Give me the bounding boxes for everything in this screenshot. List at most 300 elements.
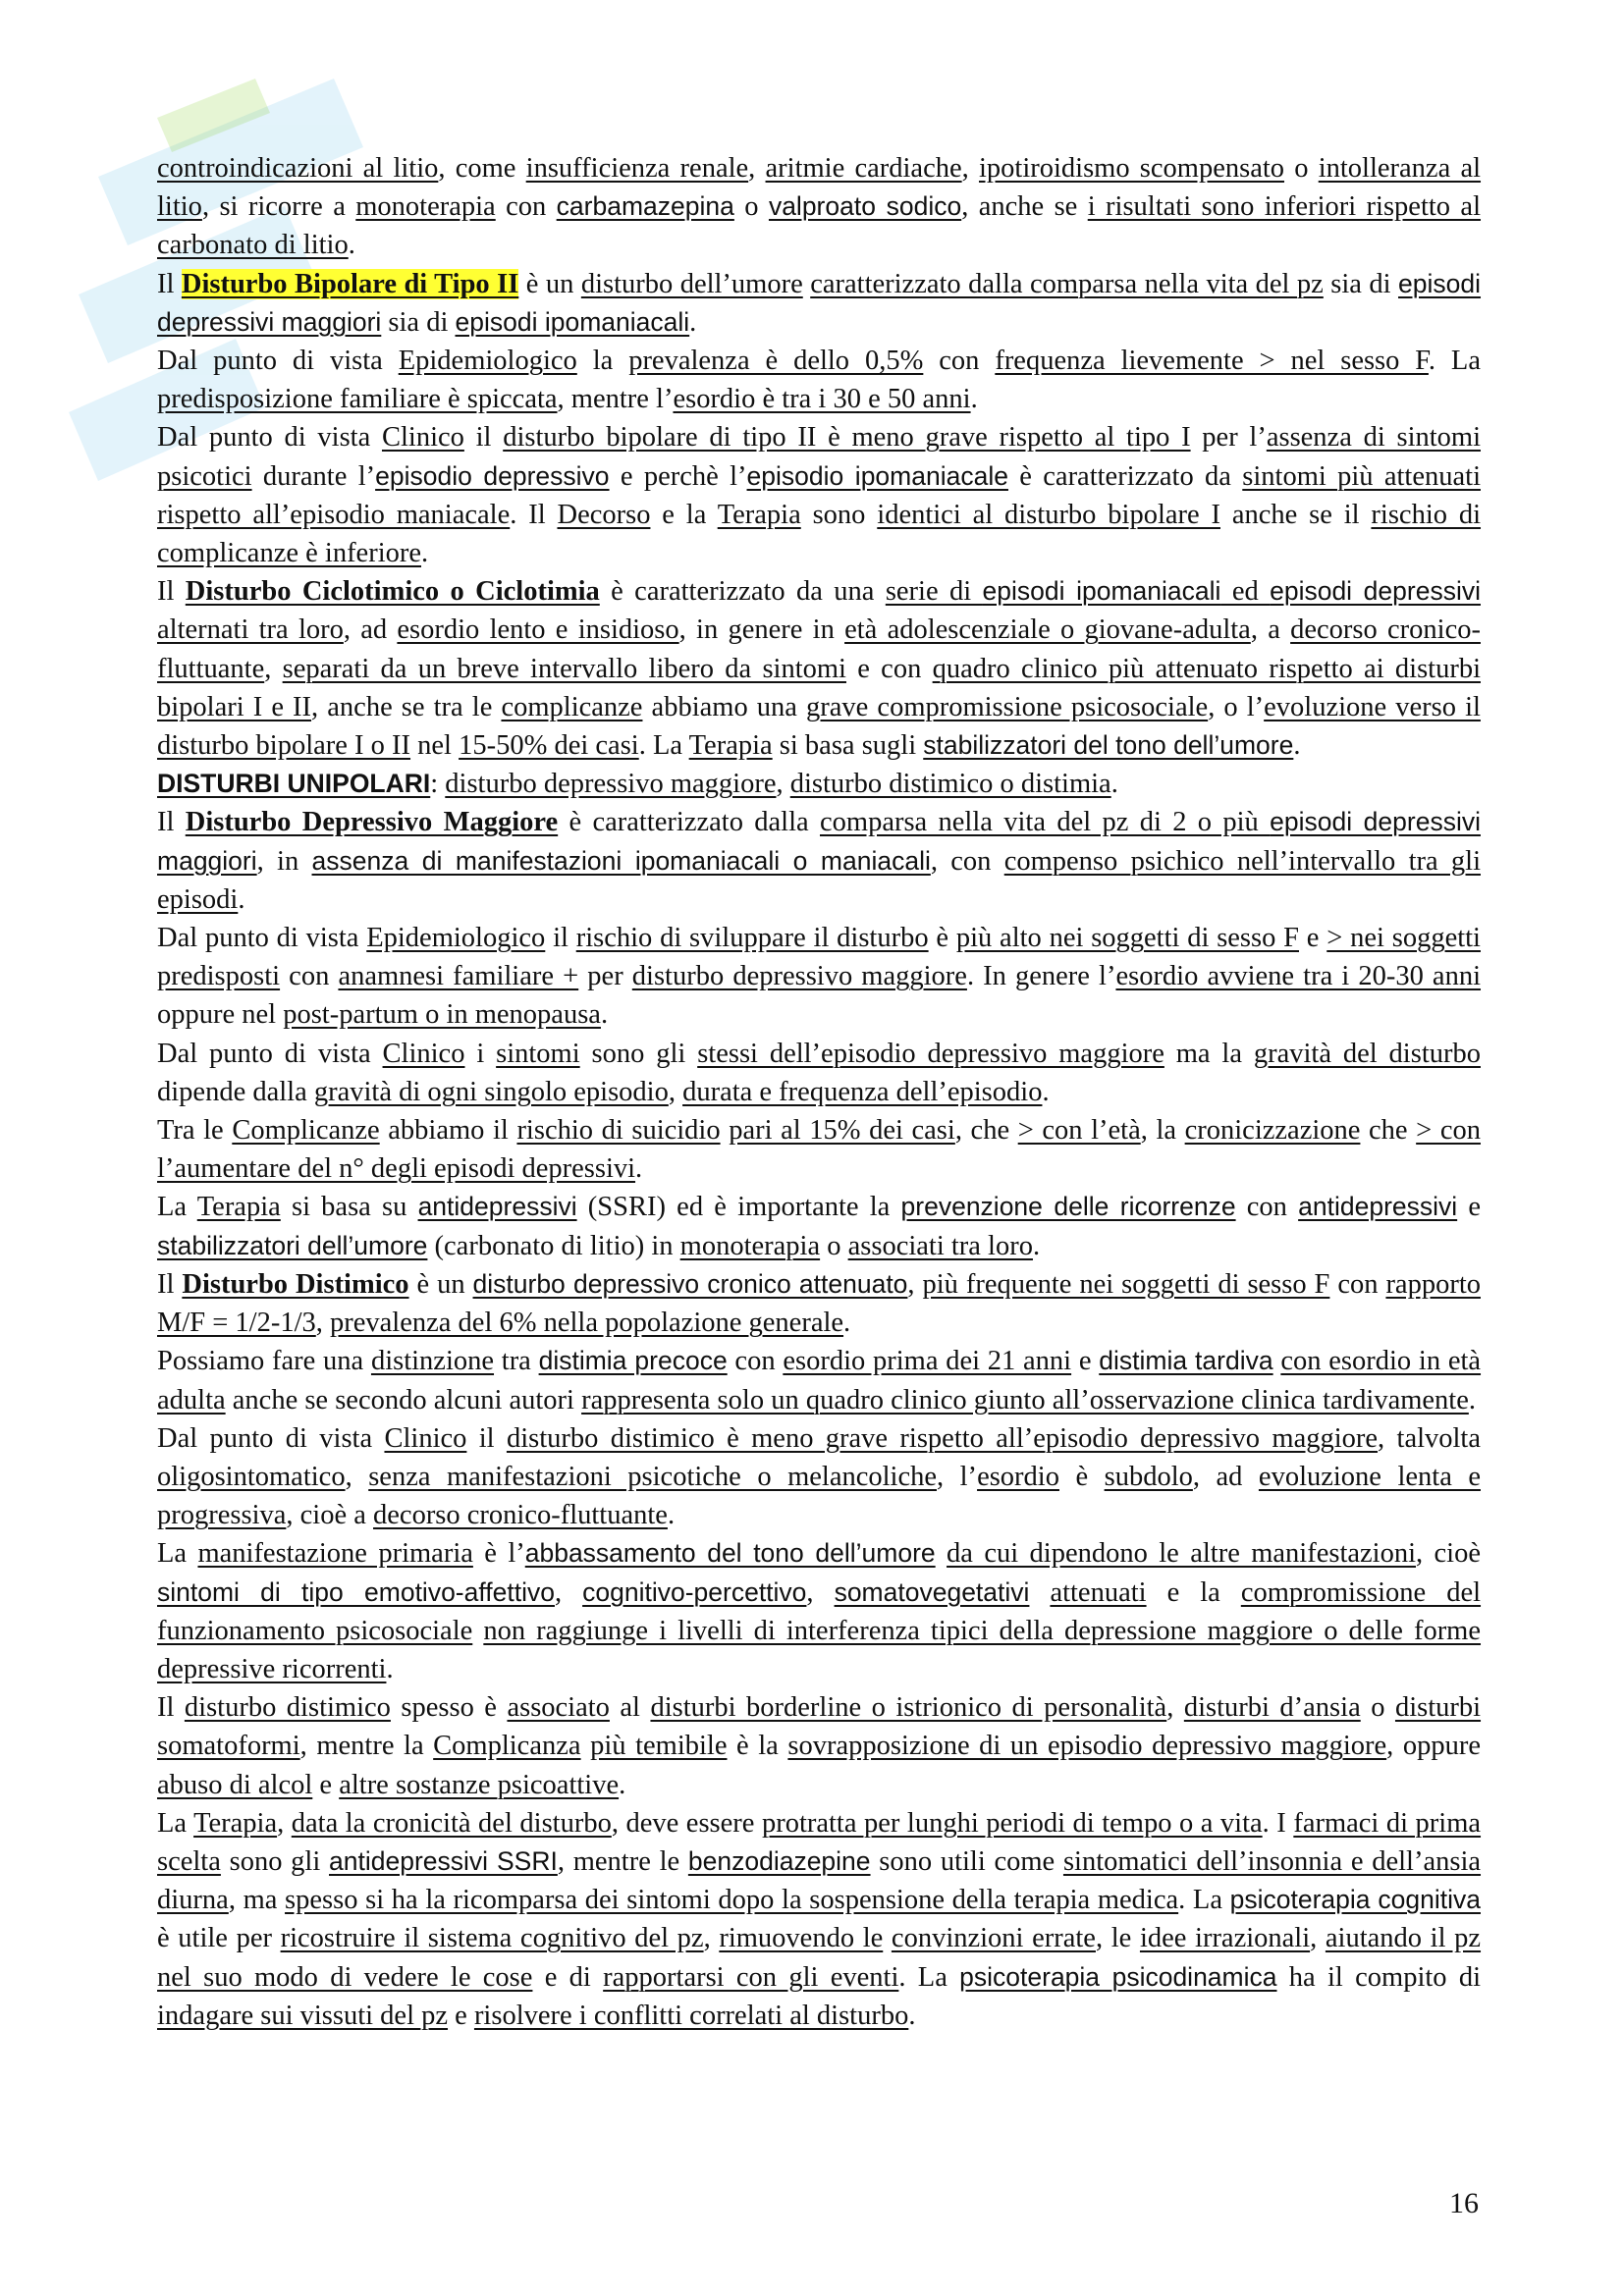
text-run: è un (518, 268, 581, 299)
underlined-phrase: psicoterapia cognitiva (1229, 1885, 1481, 1915)
underlined-phrase: Complicanze (232, 1115, 380, 1147)
underlined-phrase: ipotiroidismo scompensato (978, 153, 1285, 184)
text-run: , si ricorre a (201, 191, 356, 223)
text-run: è (1058, 1461, 1105, 1492)
text-run: , (776, 769, 790, 800)
text-run: e di (532, 1961, 604, 1993)
heading-term: Disturbo Distimico (182, 1268, 409, 1300)
underlined-phrase: età adolescenziale o giovane-adulta (844, 614, 1251, 646)
underlined-phrase: distinzione (370, 1346, 495, 1377)
text-run: Il (157, 1692, 185, 1724)
underlined-phrase: benzodiazepine (687, 1845, 871, 1876)
heading-term: Disturbo Bipolare di Tipo II (181, 268, 519, 299)
underlined-phrase: Epidemiologico (366, 923, 546, 954)
text-run: , la (1140, 1115, 1185, 1147)
text-run: o (733, 191, 769, 223)
text-run: , deve essere (611, 1807, 762, 1839)
text-run: o (820, 1230, 848, 1261)
text-run: . (635, 1153, 643, 1185)
underlined-phrase: episodi ipomaniacali (982, 576, 1221, 607)
text-run: , (806, 1576, 835, 1608)
underlined-phrase: sintomi di tipo emotivo-affettivo (157, 1576, 555, 1607)
text-run: , ad (343, 614, 398, 646)
text-run: e la (650, 499, 718, 530)
text-run (721, 1115, 730, 1146)
underlined-phrase: convinzioni errate (891, 1923, 1096, 1954)
text-run: si basa sugli (772, 730, 924, 762)
text-run: . I (1262, 1807, 1294, 1839)
paragraph (157, 1035, 1481, 1111)
text-run: e con (845, 653, 933, 684)
text-run: la (576, 346, 629, 377)
text-run: , (907, 1268, 923, 1300)
underlined-phrase: Clinico (382, 1038, 465, 1069)
underlined-phrase: durata e frequenza dell’episodio (682, 1076, 1043, 1107)
underlined-phrase: controindicazioni al litio (157, 153, 439, 184)
text-run: ma la (1164, 1038, 1254, 1069)
text-run: il (463, 422, 504, 454)
underlined-phrase: sovrapposizione di un episodio depressivo maggiore (787, 1731, 1387, 1762)
underlined-phrase: aritmie cardiache (765, 153, 962, 184)
underlined-phrase: farmaci di prima scelta (157, 1807, 1482, 1877)
paragraph (157, 1111, 1481, 1188)
text-run: , (345, 1461, 369, 1492)
text-run: Dal punto di vista (157, 1422, 385, 1454)
underlined-phrase: Terapia (193, 1807, 278, 1839)
text-run: Dal punto di vista (157, 346, 399, 377)
page-number: 16 (1449, 2187, 1479, 2219)
paragraph (157, 572, 1481, 765)
underlined-phrase: assenza di sintomi psicotici (157, 422, 1481, 492)
paragraph (157, 1688, 1481, 1804)
text-run: , mentre l’ (557, 384, 674, 415)
text-run: . (1110, 769, 1118, 800)
underlined-phrase: oligosintomatico (157, 1461, 346, 1492)
underlined-phrase: rischio di sviluppare il disturbo (575, 923, 929, 954)
text-run: Il (157, 576, 186, 608)
text-run: abbiamo una (642, 691, 807, 722)
text-run: , (277, 1807, 292, 1839)
underlined-phrase: rappresenta solo un quadro clinico giunto all’osservazione clinica tardivamente (581, 1384, 1469, 1415)
underlined-phrase: Decorso (557, 499, 651, 530)
underlined-phrase: esordio lento e insidioso (397, 614, 679, 646)
text-run: sia di (381, 306, 456, 338)
underlined-phrase: monoterapia (355, 191, 496, 223)
underlined-phrase: > nei soggetti predisposti (157, 923, 1481, 992)
text-run: Tra le (157, 1115, 233, 1147)
text-run: (carbonato di litio) in (427, 1230, 680, 1261)
underlined-phrase: distimia tardiva (1099, 1346, 1273, 1376)
text-run: e la (1146, 1576, 1241, 1608)
text-run: nel (410, 730, 460, 762)
underlined-phrase: Epidemiologico (398, 346, 577, 377)
text-run: tra (494, 1346, 539, 1377)
underlined-phrase: altre sostanze psicoattive (339, 1769, 620, 1800)
underlined-phrase: complicanze (501, 691, 643, 722)
underlined-phrase: ed (1220, 576, 1271, 608)
text-run: , cioè (1416, 1538, 1481, 1570)
underlined-phrase: associati tra loro (847, 1230, 1033, 1261)
text-run: , ad (1192, 1461, 1259, 1492)
text-run: , cioè a (286, 1500, 374, 1531)
text-run: è un (408, 1268, 473, 1300)
underlined-phrase: sintomatici dell’insonnia e dell’ansia diurna (157, 1845, 1482, 1916)
underlined-phrase: cognitivo-percettivo (582, 1576, 807, 1607)
text-run: con (1235, 1192, 1299, 1223)
text-run: , ma (228, 1885, 286, 1916)
text-run: Dal punto di vista (157, 923, 367, 954)
underlined-phrase: esordio avviene tra i 20-30 anni (1115, 961, 1482, 992)
underlined-phrase: somatovegetativi (834, 1576, 1030, 1607)
text-run: , anche se (961, 191, 1088, 223)
underlined-phrase: assenza di manifestazioni ipomaniacali o maniacali (311, 845, 931, 876)
underlined-phrase: antidepressivi SSRI (329, 1845, 558, 1876)
underlined-phrase: separati da un breve intervallo libero da sintomi (282, 653, 846, 684)
underlined-phrase: gravità di ogni singolo episodio (313, 1076, 669, 1107)
text-run: , (703, 1923, 720, 1954)
text-run: e (312, 1769, 340, 1800)
text-run: spesso è (390, 1692, 508, 1724)
underlined-phrase: non raggiunge i livelli di interferenza tipici della depressione maggiore o delle forme depressive ricorrenti (157, 1615, 1482, 1684)
underlined-phrase: frequenza lievemente > nel sesso F (995, 346, 1429, 377)
underlined-phrase: prevenzione delle ricorrenze (900, 1192, 1236, 1222)
paragraph (157, 149, 1481, 265)
text-run: . (667, 1500, 676, 1531)
underlined-phrase: disturbo depressivo maggiore (445, 769, 777, 800)
text-run: durante l’ (251, 460, 376, 492)
underlined-phrase: anamnesi familiare + (338, 961, 579, 992)
underlined-phrase: senza manifestazioni psicotiche o melancoliche (368, 1461, 938, 1492)
text-run: è (928, 923, 956, 954)
underlined-phrase: quadro clinico più attenuato rispetto ai disturbi bipolari I e II (157, 653, 1481, 722)
underlined-phrase: disturbo distimico o distimia (789, 769, 1111, 800)
underlined-phrase: subdolo (1104, 1461, 1193, 1492)
underlined-phrase: associato (507, 1692, 610, 1724)
underlined-phrase: esordio (977, 1461, 1059, 1492)
underlined-phrase: sintomi (496, 1038, 580, 1069)
text-run: , in genere in (678, 614, 845, 646)
underlined-phrase: caratterizzato dalla comparsa nella vita del pz (810, 268, 1324, 299)
text-run: sia di (1323, 268, 1399, 299)
text-run: ha il compito di (1276, 1961, 1481, 1993)
text-run: , (264, 653, 283, 684)
text-run: sono utili come (870, 1845, 1063, 1877)
underlined-phrase: > con l’età (1017, 1115, 1141, 1147)
underlined-phrase: rimuovendo le (719, 1923, 884, 1954)
text-run: e (1071, 1346, 1100, 1377)
text-run: . (348, 230, 355, 261)
paragraph (157, 342, 1481, 418)
underlined-phrase: antidepressivi (1298, 1192, 1458, 1222)
text-run: con (923, 346, 996, 377)
text-run: . La (1178, 1885, 1230, 1916)
underlined-phrase: più alto nei soggetti di sesso F (955, 923, 1300, 954)
underlined-phrase: risolvere i conflitti correlati al disturbo (473, 2000, 909, 2031)
underlined-phrase: esordio prima dei 21 anni (783, 1346, 1072, 1377)
text-run: Dal punto di vista (157, 422, 382, 454)
underlined-phrase: spesso si ha la ricomparsa dei sintomi dopo la sospensione della terapia medica (285, 1885, 1179, 1916)
underlined-phrase: data la cronicità del disturbo (291, 1807, 612, 1839)
text-run (883, 1923, 892, 1953)
text-run: e (1457, 1192, 1482, 1223)
underlined-phrase: episodi depressivi maggiori (157, 807, 1481, 876)
text-run: Il (157, 268, 182, 299)
text-run: La (157, 1192, 197, 1223)
underlined-phrase: valproato sodico (768, 191, 962, 222)
underlined-phrase: evoluzione lenta e progressiva (157, 1461, 1481, 1531)
text-run: . La (638, 730, 689, 762)
text-run (581, 1731, 591, 1761)
text-run: . (238, 883, 245, 915)
text-run: . (421, 538, 429, 569)
underlined-phrase: stabilizzatori del tono dell’umore (923, 730, 1294, 761)
text-run: con (1329, 1268, 1386, 1300)
underlined-phrase: disturbi borderline o istrionico di personalità (650, 1692, 1167, 1724)
underlined-phrase: disturbi d’ansia (1183, 1692, 1361, 1724)
text-run: e perchè l’ (609, 460, 747, 492)
text-run: con (280, 961, 339, 992)
underlined-phrase: post-partum o in menopausa (283, 999, 601, 1031)
underlined-phrase: Clinico (381, 422, 464, 454)
text-run: . (1293, 730, 1301, 762)
underlined-phrase: disturbi somatoformi (157, 1692, 1482, 1762)
underlined-phrase: comparsa nella vita del pz di 2 o più (820, 807, 1271, 838)
underlined-phrase: Clinico (384, 1422, 467, 1454)
underlined-phrase: ricostruire il sistema cognitivo del pz (280, 1923, 704, 1954)
text-run: (SSRI) ed è importante la (576, 1192, 901, 1223)
underlined-phrase: disturbo distimico (184, 1692, 391, 1724)
underlined-phrase: antidepressivi (417, 1192, 577, 1222)
text-run: si basa su (280, 1192, 418, 1223)
underlined-phrase: psicoterapia psicodinamica (959, 1961, 1277, 1992)
text-run: . (386, 1653, 394, 1684)
text-run: Dal punto di vista (157, 1038, 383, 1069)
text-run: , con (930, 845, 1004, 877)
text-run: sono (800, 499, 878, 530)
underlined-phrase: sintomi più attenuati rispetto all’episodio maniacale (157, 460, 1481, 530)
underlined-phrase: rischio di suicidio (516, 1115, 721, 1147)
underlined-phrase: intolleranza al litio (157, 153, 1482, 223)
text-run: , oppure (1386, 1731, 1481, 1762)
text-run: il (466, 1422, 507, 1454)
underlined-phrase: più frequente nei soggetti di sesso F (922, 1268, 1330, 1300)
text-run: è caratterizzato da una (599, 576, 886, 608)
text-run: La (157, 1538, 198, 1570)
text-run: il (545, 923, 576, 954)
text-run: : (430, 769, 446, 800)
underlined-phrase: aiutando il pz nel suo modo di vedere le cose (157, 1923, 1482, 1993)
underlined-phrase: evoluzione verso il disturbo bipolare I o II (157, 691, 1481, 762)
text-run: sono gli (220, 1845, 330, 1877)
underlined-phrase: abuso di alcol (157, 1769, 313, 1800)
text-run: che (1360, 1115, 1417, 1147)
paragraph (157, 919, 1481, 1035)
text-run: oppure nel (157, 999, 284, 1031)
underlined-phrase: indagare sui vissuti del pz (157, 2000, 449, 2031)
underlined-phrase: disturbo dell’umore (580, 268, 803, 299)
underlined-phrase: > con l’aumentare del n° degli episodi depressivi (157, 1115, 1481, 1185)
underlined-phrase: disturbo depressivo cronico attenuato (472, 1268, 908, 1299)
underlined-phrase: episodi ipomaniacali (455, 306, 690, 337)
paragraph (157, 803, 1481, 919)
underlined-phrase: monoterapia (679, 1230, 821, 1261)
underlined-phrase: cronicizzazione (1184, 1115, 1361, 1147)
text-run: è la (727, 1731, 788, 1762)
text-run: , che (954, 1115, 1018, 1147)
paragraph (157, 1188, 1481, 1264)
underlined-phrase: episodi depressivi (1270, 576, 1481, 607)
underlined-phrase: episodio depressivo (375, 460, 610, 491)
text-run: Il (157, 1268, 183, 1300)
underlined-phrase: i risultati sono inferiori rispetto al carbonato di litio (157, 191, 1482, 261)
underlined-phrase: insufficienza renale (525, 153, 749, 184)
underlined-phrase: 15-50% dei casi (459, 730, 639, 762)
text-run: , (315, 1308, 331, 1339)
text-run: è utile per (157, 1923, 281, 1954)
paragraph (157, 1419, 1481, 1535)
document-page (157, 149, 1481, 2035)
underlined-phrase: rischio di complicanze è inferiore (157, 499, 1482, 569)
text-run: e (448, 2000, 474, 2031)
underlined-phrase: distimia precoce (538, 1346, 728, 1376)
text-run: per l’ (1190, 422, 1267, 454)
heading-term: Disturbo Depressivo Maggiore (185, 807, 559, 838)
text-run: dipende dalla (157, 1076, 314, 1107)
text-run: . (1468, 1384, 1476, 1415)
text-run: . (908, 2000, 916, 2031)
text-run: . La (1428, 346, 1481, 377)
text-run: , a (1250, 614, 1291, 646)
text-run: anche se secondo alcuni autori (225, 1384, 582, 1415)
underlined-phrase: manifestazione primaria (197, 1538, 473, 1570)
underlined-phrase: disturbo bipolare di tipo II è meno grave rispetto al tipo I (503, 422, 1191, 454)
underlined-phrase: identici al disturbo bipolare I (877, 499, 1220, 530)
text-run: , come (438, 153, 526, 184)
underlined-phrase: da cui dipendono le altre manifestazioni (947, 1538, 1417, 1570)
underlined-phrase: alternati tra loro (157, 614, 344, 646)
text-run: , l’ (937, 1461, 978, 1492)
text-run: o (1284, 153, 1319, 184)
text-run: abbiamo il (379, 1115, 517, 1147)
text-run: con (495, 191, 557, 223)
underlined-phrase: con esordio in età adulta (157, 1346, 1482, 1415)
text-run: , in (256, 845, 312, 877)
text-run: Possiamo fare una (157, 1346, 371, 1377)
underlined-phrase: compenso psichico nell’intervallo tra gli episodi (157, 845, 1481, 915)
text-run (936, 1538, 947, 1569)
underlined-phrase: protratta per lunghi periodi di tempo o a vita (761, 1807, 1263, 1839)
underlined-phrase: Terapia (688, 730, 773, 762)
underlined-phrase: episodi depressivi maggiori (157, 268, 1482, 337)
paragraph (157, 265, 1481, 342)
underlined-phrase: decorso cronico-fluttuante (373, 1500, 668, 1531)
text-run: . (689, 306, 697, 338)
text-run: . Il (510, 499, 558, 530)
text-run: . La (898, 1961, 960, 1993)
text-run: anche se il (1220, 499, 1372, 530)
underlined-phrase: serie di (885, 576, 983, 608)
text-run: è caratterizzato da (1007, 460, 1243, 492)
text-run: , talvolta (1378, 1422, 1481, 1454)
underlined-phrase: gravità del disturbo (1253, 1038, 1481, 1069)
text-run: , (668, 1076, 683, 1107)
underlined-phrase: Complicanza (433, 1731, 581, 1762)
text-run: , (1310, 1923, 1326, 1954)
text-run: , mentre la (299, 1731, 434, 1762)
underlined-phrase: disturbo depressivo maggiore (631, 961, 967, 992)
underlined-phrase: Terapia (196, 1192, 281, 1223)
paragraph (157, 1265, 1481, 1342)
heading-term: Disturbo Ciclotimico o Ciclotimia (185, 576, 600, 608)
paragraph (157, 418, 1481, 572)
underlined-phrase: disturbo distimico è meno grave rispetto all’episodio depressivo maggiore (506, 1422, 1379, 1454)
paragraph (157, 1534, 1481, 1688)
text-run: , (554, 1576, 583, 1608)
text-run: . (1032, 1230, 1041, 1261)
text-run: La (157, 1807, 194, 1839)
underlined-phrase: episodio ipomaniacale (746, 460, 1008, 491)
text-run: è l’ (472, 1538, 525, 1570)
text-run: . (619, 1769, 626, 1800)
underlined-phrase: rapportarsi con gli eventi (603, 1961, 899, 1993)
underlined-phrase: esordio è tra i 30 e 50 anni (673, 384, 971, 415)
underlined-phrase: prevalenza del 6% nella popolazione generale (330, 1308, 844, 1339)
text-run: . (970, 384, 978, 415)
underlined-phrase: prevalenza è dello 0,5% (628, 346, 924, 377)
paragraph (157, 1342, 1481, 1418)
text-run: , (1166, 1692, 1184, 1724)
underlined-phrase: stabilizzatori dell’umore (157, 1230, 428, 1260)
text-run: . (1042, 1076, 1050, 1107)
text-run: è caratterizzato dalla (558, 807, 820, 838)
text-run: . In genere l’ (966, 961, 1116, 992)
text-run: al (609, 1692, 651, 1724)
text-run: . (600, 999, 609, 1031)
underlined-phrase: Terapia (717, 499, 801, 530)
text-run: , (961, 153, 979, 184)
underlined-phrase: più temibile (590, 1731, 728, 1762)
underlined-phrase: compromissione del funzionamento psicosociale (157, 1576, 1482, 1646)
underlined-phrase: grave compromissione psicosociale (806, 691, 1209, 722)
underlined-phrase: abbassamento del tono dell’umore (524, 1538, 936, 1569)
text-run: o (1360, 1692, 1395, 1724)
heading-term: DISTURBI UNIPOLARI (157, 769, 431, 799)
text-run: Il (157, 807, 186, 838)
text-run: , (748, 153, 766, 184)
text-run: con (727, 1346, 784, 1377)
text-run: i (464, 1038, 497, 1069)
paragraph (157, 1804, 1481, 2035)
text-run: e (1299, 923, 1327, 954)
underlined-phrase: stessi dell’episodio depressivo maggiore (697, 1038, 1164, 1069)
text-run: , o l’ (1208, 691, 1265, 722)
text-run: , le (1095, 1923, 1140, 1954)
text-run: , anche se tra le (311, 691, 502, 722)
text-run: per (578, 961, 632, 992)
underlined-phrase: decorso cronico-fluttuante (157, 614, 1481, 684)
text-run (1029, 1577, 1050, 1608)
underlined-phrase: attenuati (1050, 1576, 1147, 1608)
paragraph (157, 765, 1481, 803)
text-run: , mentre le (557, 1845, 688, 1877)
underlined-phrase: idee irrazionali (1139, 1923, 1311, 1954)
text-run: . (843, 1308, 851, 1339)
text-run (472, 1616, 483, 1646)
text-run: sono gli (579, 1038, 698, 1069)
underlined-phrase: pari al 15% dei casi (729, 1115, 955, 1147)
underlined-phrase: predisposizione familiare è spiccata (157, 384, 558, 415)
underlined-phrase: rapporto M/F = 1/2-1/3 (157, 1268, 1481, 1339)
